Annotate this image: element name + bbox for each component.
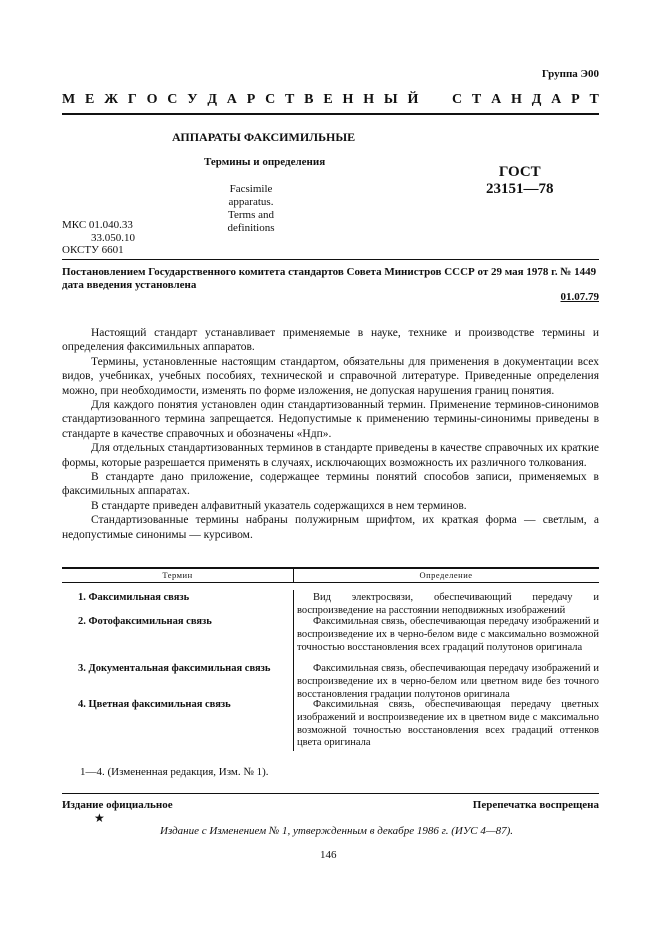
heading-letter: Р [571, 92, 580, 107]
term-4: 4. Цветная факсимильная связь [78, 699, 231, 710]
edition-note: Издание с Изменением № 1, утвержденным в декабре 1986 г. (ИУС 4—87). [160, 825, 514, 837]
table-top-rule [62, 567, 599, 569]
paragraph: Стандартизованные термины набраны полужирным шрифтом, их краткая форма — светлым, а недопустимые синонимы — курсивом. [62, 514, 599, 541]
heading-letter: Н [363, 92, 375, 107]
paragraph: В стандарте дано приложение, содержащее термины понятий способов записи, применяемых в факсимильных аппаратах. [62, 471, 599, 498]
mks-code-2: 33.050.10 [91, 231, 135, 244]
gost-number: 23151—78 [486, 181, 554, 197]
column-header-definition: Определение [419, 570, 473, 580]
heading-letter: Н [342, 92, 354, 107]
document-title: АППАРАТЫ ФАКСИМИЛЬНЫЕ [172, 130, 356, 144]
term-1: 1. Факсимильная связь [78, 592, 190, 603]
heading-letter: Д [207, 92, 217, 107]
heading-letter: Т [285, 92, 295, 107]
heading-letter: Д [531, 92, 542, 107]
heading-letter: С [451, 92, 463, 107]
paragraph: Для отдельных стандартизованных терминов в стандарте приведены в качестве справочных их краткие формы, которые разрешается применять в случаях, исключающих возможность их различного толкования. [62, 442, 599, 469]
definition-3: Факсимильная связь, обеспечивающая передачу изображений и воспроизведение их в черно-белом или цветном виде без точного восстановления градации полутонов оригинала [297, 663, 599, 700]
gost-designation [486, 164, 554, 198]
heading-letter: М [62, 92, 76, 107]
paragraph: Для каждого понятия установлен один стандартизованный термин. Применение терминов-синонимов стандартизованного термина запрещается. Недопустимые к применению термины-синонимы приведены в стандарте в качестве справочных и обозначены «Ндп». [62, 399, 599, 440]
heading-letter: Т [471, 92, 482, 107]
standard-type-heading [62, 92, 599, 108]
english-title [210, 183, 292, 235]
decree-text: Постановлением Государственного комитета стандартов Совета Министров СССР от 29 мая 1978 г. № 1449 дата введения установлена [62, 266, 597, 291]
heading-letter: Ж [104, 92, 119, 107]
introduction-date: 01.07.79 [560, 291, 599, 303]
star-icon: ★ [94, 811, 105, 825]
heading-letter: Ы [383, 92, 398, 107]
definition-1: Вид электросвязи, обеспечивающий передачу и воспроизведение на расстоянии неподвижных изображений [297, 592, 599, 616]
term-3: 3. Документальная факсимильная связь [78, 663, 271, 674]
amendment-note-text: 1—4. (Измененная редакция, Изм. № 1). [80, 766, 269, 778]
definition-4: Факсимильная связь, обеспечивающая передачу цветных изображений и воспроизведение их в цветном виде с максимально возможной точностью восстановления всех градаций оттенков цвета оригинала [297, 699, 599, 749]
heading-letter: Г [127, 92, 137, 107]
heading-letter: Е [323, 92, 333, 107]
introduction-body [62, 326, 599, 542]
header-column-divider [293, 567, 294, 583]
okstu-code: ОКСТУ 6601 [62, 244, 124, 256]
heading-letter: Е [85, 92, 95, 107]
heading-letter: С [167, 92, 178, 107]
reprint-prohibited-label: Перепечатка воспрещена [472, 799, 599, 811]
heading-letter: Н [511, 92, 522, 107]
english-title-line-2: Terms and definitions [227, 209, 275, 234]
heading-letter: В [304, 92, 314, 107]
header-rule [62, 113, 599, 115]
column-divider [293, 590, 294, 751]
english-title-line-1: Facsimile apparatus. [228, 183, 274, 208]
column-header-term: Термин [162, 570, 193, 580]
page-number: 146 [320, 849, 337, 861]
amendment-note [80, 766, 269, 778]
group-code: Группа Э00 [541, 68, 599, 80]
heading-letter: Т [589, 92, 599, 107]
heading-letter: Р [246, 92, 256, 107]
classification-codes [62, 219, 135, 257]
heading-letter: А [491, 92, 502, 107]
heading-letter: О [146, 92, 158, 107]
mks-code-1: МКС 01.040.33 [62, 219, 133, 231]
gost-label: ГОСТ [498, 164, 541, 180]
term-2: 2. Фотофаксимильная связь [78, 616, 212, 627]
official-edition-label: Издание официальное [62, 799, 173, 811]
heading-letter: А [551, 92, 562, 107]
table-header-rule [62, 582, 599, 583]
heading-letter: С [265, 92, 276, 107]
footer-rule [62, 793, 599, 794]
paragraph: Термины, установленные настоящим стандартом, обязательны для применения в документации всех видов, учебниках, учебных пособиях, технической и справочной литературе. Приведенные определения можно, при необходимости, изменять по форме изложения, не допуская нарушения границ понятия. [62, 355, 599, 397]
heading-letter: Й [407, 92, 419, 107]
heading-letter: У [187, 92, 198, 107]
heading-word-gap [428, 92, 442, 108]
heading-letter: А [226, 92, 237, 107]
document-subtitle: Термины и определения [204, 156, 326, 168]
paragraph: В стандарте приведен алфавитный указатель содержащихся в нем терминов. [91, 499, 467, 512]
decree-rule [62, 259, 599, 260]
paragraph: Настоящий стандарт устанавливает применяемые в науке, технике и производстве термины и определения факсимильных аппаратов. [62, 327, 599, 354]
definition-2: Факсимильная связь, обеспечивающая передачу изображений и воспроизведение их в черно-белом виде с максимально возможной точностью восстановления всех градаций полутонов оригинала [297, 616, 599, 653]
